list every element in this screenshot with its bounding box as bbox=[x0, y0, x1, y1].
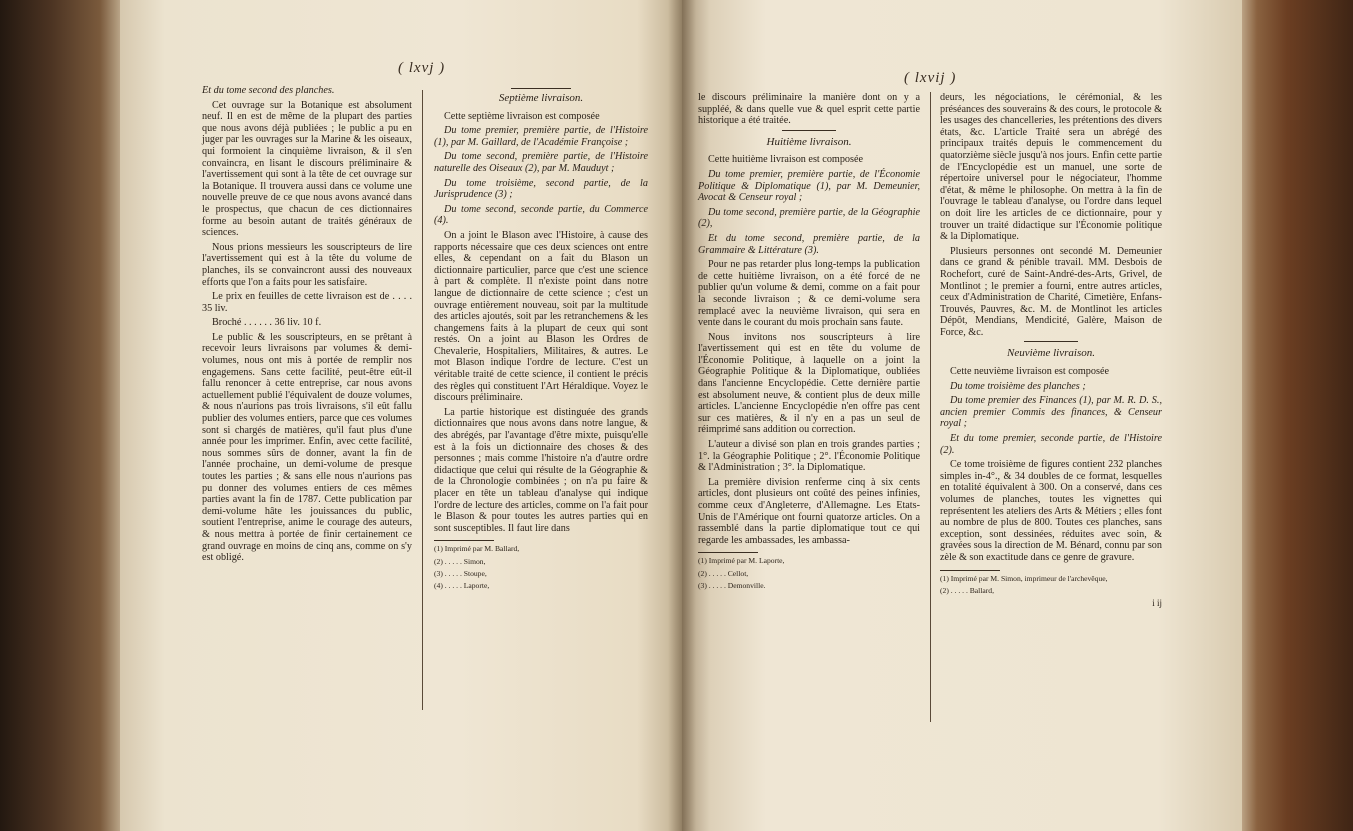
right-c1-rule bbox=[782, 130, 836, 131]
left-c2-p7: La partie historique est distinguée des grands dictionnaires que nous avons dans notre langue, & des abrégés, par l'avantage d'être mixte, puisqu'elle est à la fois un dictionnaire des choses & des personnes ; mais comme l'histoire n'a d'autre ordre didactique que celui qui résulte de la Géographie & de la Chronologie combinées ; on n'a pu faire & placer en tête un tableau d'analyse qui indique l'ordre de lecture des articles, comme on l'a fait pour le Blason & pour toutes les autres parties qui en sont susceptibles. Il faut lire dans bbox=[434, 406, 648, 534]
left-c2-footnote-3: (3) . . . . . Stoupe, bbox=[434, 568, 487, 578]
left-c2-footnote-rule bbox=[434, 540, 494, 541]
right-c1-p8: La première division renferme cinq à six cents articles, dont plusieurs ont coûté des peines infinies, comme ceux d'Angleterre, d'Allemagne. Les Etats-Unis de l'Amérique ont fourni quatorze articles. On a rassemblé dans la partie diplomatique tout ce qui regarde les ambassades, les ambassa- bbox=[698, 476, 920, 546]
right-folio: ( lxvij ) bbox=[904, 70, 957, 86]
left-col-2 bbox=[434, 88, 648, 593]
right-c1-heading: Huitième livraison. bbox=[766, 135, 852, 148]
right-c2-p5: Du tome premier des Finances (1), par M. R. D. S., ancien premier Commis des finances, & Censeur royal ; bbox=[940, 395, 1162, 430]
right-c1-p4: Et du tome second, première partie, de la Grammaire & Littérature (3). bbox=[698, 232, 920, 256]
left-c2-footnote-1: (1) Imprimé par M. Ballard, bbox=[434, 544, 520, 554]
left-c1-p5: Le public & les souscripteurs, en se prêtant à recevoir leurs livraisons par volumes & demi-volumes, nous ont mis à portée de remplir nos engagemens. Sans cette facilité, peut-être eût-il fallu renoncer à cette entreprise, car nous avons actuellement publié l'équivalent de douze volumes, & nous n'aurions pas trois livraisons, s'il eût fallu publier des volumes entiers, parce que ces volumes sont si chargés de matières, qu'il faut plus d'une année pour les imprimer. Enfin, avec cette facilité, nous sommes sûrs de donner, avant la fin de l'année prochaine, un demi-volume de presque toutes les parties ; & sans elle nous n'aurions pas pu donner des volumes entiers de ces mêmes parties avant la fin de 1787. Cette publication par demi-volume hâte les jouissances du public, soutient l'entreprise, anime le courage des auteurs, & nous mettra à portée de finir certainement ce grand ouvrage en moins de cinq ans, comme on s'y est obligé. bbox=[202, 331, 412, 564]
left-c2-rule bbox=[511, 88, 571, 89]
right-c2-rule bbox=[1024, 341, 1078, 342]
left-c2-footnote-2: (2) . . . . . Simon, bbox=[434, 556, 486, 566]
left-c1-p1: Cet ouvrage sur la Botanique est absolument neuf. Il en est de même de la plupart des parties que nous avons déjà publiées ; le public a pu en juger par les ouvrages sur la Marine & les oiseaux, qui formoient la cinquième livraison, & il s'en convaincra, en lisant le discours préliminaire & l'avertissement qui sont à la tête de cet ouvrage sur la Botanique. Il trouvera aussi dans ce volume une nouvelle preuve de ce que nous avons avancé dans le prospectus, que chacun de ces dictionnaires forme au besoin autant de traités généraux de sciences. bbox=[202, 99, 412, 239]
left-c1-p4: Broché . . . . . . 36 liv. 10 f. bbox=[212, 317, 322, 329]
right-c1-p3: Du tome second, première partie, de la Géographie (2), bbox=[698, 206, 920, 230]
left-c2-p2: Du tome premier, première partie, de l'Histoire (1), par M. Gaillard, de l'Académie Françoise ; bbox=[434, 125, 648, 148]
right-c2-p2: Plusieurs personnes ont secondé M. Demeunier dans ce grand & pénible travail. MM. Desbois de Rochefort, curé de Saint-André-des-Arts, Grivel, de Montlinot ; le premier a fourni, entre autres articles, ceux d'Administration de Charité, Cimetière, Enfans-Trouvés, Pauvres, &c. M. de Montlinot les articles Dépôt, Mendians, Mendicité, Galère, Maison de Force, &c. bbox=[940, 245, 1162, 338]
right-col-2 bbox=[940, 92, 1162, 610]
right-c1-footnote-1: (1) Imprimé par M. Laporte, bbox=[698, 556, 785, 566]
right-c1-footnote-rule bbox=[698, 552, 758, 553]
right-c1-footnote-3: (3) . . . . . Demonville. bbox=[698, 580, 766, 590]
right-c1-p5: Pour ne pas retarder plus long-temps la publication de cette huitième livraison, on a été forcé de ne publier qu'un volume & demi, comme on a fait pour la seconde livraison ; & ce demi-volume sera remplacé avec la neuvième livraison, qui sera en vente dans le courant du mois prochain sans faute. bbox=[698, 259, 920, 329]
left-folio: ( lxvj ) bbox=[398, 60, 446, 76]
right-col-1 bbox=[698, 92, 920, 593]
left-c2-p3: Du tome second, première partie, de l'Histoire naturelle des Oiseaux (2), par M. Mauduyt ; bbox=[434, 151, 648, 174]
right-column-divider bbox=[930, 92, 931, 722]
left-c1-heading: Et du tome second des planches. bbox=[202, 85, 335, 96]
right-c2-p3: Cette neuvième livraison est composée bbox=[950, 366, 1109, 378]
right-c1-p6: Nous invitons nos souscripteurs à lire l'avertissement qui est en tête du volume de l'Économie Politique, à laquelle on a joint la Géographie Politique & la Diplomatique, oubliées dans l'ancienne Encyclopédie. Cette dernière partie est absolument neuve, & contient plus de deux mille articles. L'ancienne Encyclopédie n'en offre pas cent sur ces matières, & il n'y en a pas un seul de réimprimé sans addition ou correction. bbox=[698, 331, 920, 436]
right-c2-p4: Du tome troisième des planches ; bbox=[950, 380, 1086, 392]
right-c2-footnote-2: (2) . . . . . Ballard, bbox=[940, 585, 994, 595]
signature-mark: i ij bbox=[1152, 597, 1162, 608]
right-c1-p7: L'auteur a divisé son plan en trois grandes parties ; 1°. la Géographie Politique ; 2°. l'Économie Politique & l'Administration ; 3°. la Diplomatique. bbox=[698, 439, 920, 474]
right-c1-p2: Du tome premier, première partie, de l'Économie Politique & Diplomatique (1), par M. Demeunier, Avocat & Censeur royal ; bbox=[698, 168, 920, 204]
left-c2-footnote-4: (4) . . . . . Laporte, bbox=[434, 580, 490, 590]
right-c1-p1: Cette huitième livraison est composée bbox=[708, 154, 864, 166]
left-c2-p6: On a joint le Blason avec l'Histoire, à cause des rapports nécessaire que ces deux sciences ont entre elles, & cependant on a fait du Blason un dictionnaire particulier, parce que c'est une science à part & complète. Il n'existe point dans notre langue de dictionnaire de cette science ; c'est un ouvrage entièrement nouveau, soit par la multitude des articles ajoutés, soit par les retranchemens & les changemens faits à la plupart de ceux qui sont restés. On a joint au Blason les Ordres de Chevalerie, Hospitaliers, Militaires, & autres. Le mot Blason indique l'ordre de lecture. C'est un véritable traité de cette science, il contient le précis des règles qui constituent l'Art Héraldique. Voyez le discours préliminaire. bbox=[434, 229, 648, 404]
left-page bbox=[120, 0, 682, 831]
left-c1-p2: Nous prions messieurs les souscripteurs de lire l'avertissement qui est à la tête du volume de planches, ils se convaincront aussi des nouveaux efforts que l'on a faits pour les satisfaire. bbox=[202, 241, 412, 288]
book-gutter-shadow bbox=[668, 0, 696, 831]
left-c2-heading: Septième livraison. bbox=[498, 92, 584, 104]
right-c2-p6: Et du tome premier, seconde partie, de l'Histoire (2). bbox=[940, 433, 1162, 456]
left-col-1 bbox=[202, 85, 412, 567]
right-c1-footnote-2: (2) . . . . . Cellot, bbox=[698, 568, 749, 578]
left-column-divider bbox=[422, 90, 423, 710]
left-c2-p5: Du tome second, seconde partie, du Commerce (4). bbox=[434, 203, 648, 227]
left-c2-p4: Du tome troisième, second partie, de la Jurisprudence (3) ; bbox=[434, 177, 648, 201]
right-c1-p0: le discours préliminaire la manière dont on y a suppléé, & dans quelle vue & quel esprit cette partie historique a été traitée. bbox=[698, 92, 920, 127]
left-c2-p1: Cette septième livraison est composée bbox=[444, 110, 600, 122]
right-c2-footnote-1: (1) Imprimé par M. Simon, imprimeur de l'archevêque, bbox=[940, 573, 1108, 583]
right-page bbox=[682, 0, 1242, 831]
right-c2-heading: Neuvième livraison. bbox=[1007, 347, 1095, 360]
right-c2-p1: deurs, les négociations, le cérémonial, & les préséances des souverains & des cours, le protocole & les usages des chancelleries, les prétentions des divers états, &c. L'article Traité sera un abrégé des principaux traités depuis le commencement du quatorzième siècle jusqu'à nos jours. Enfin cette partie de l'Encyclopédie est un manuel, une sorte de répertoire universel pour le négociateur, l'homme d'état, & même le philosophe. On mettra à la fin de l'ouvrage le tableau d'analyse, ou l'ordre dans lequel on doit lire les articles de ce dictionnaire, pour y trouver un traité didactique sur l'Économie politique & la Diplomatique. bbox=[940, 92, 1162, 243]
right-c2-footnote-rule bbox=[940, 570, 1000, 571]
right-cover-edge bbox=[1233, 0, 1353, 831]
left-cover-edge bbox=[0, 0, 125, 831]
right-c2-p7: Ce tome troisième de figures contient 232 planches simples in-4°., & 34 doubles de ce format, lesquelles en totalité équivalent à 300. On a conservé, dans ces volumes de planches, toutes les vignettes qui représentent les ateliers des Arts & Métiers ; elles font au nombre de plus de 800. Toutes ces planches, sans exception, sont dessinées, réduites avec soin, & gravées sous la direction de M. Bénard, connu par son zèle & son exactitude dans ce genre de gravure. bbox=[940, 459, 1162, 563]
left-c1-p3: Le prix en feuilles de cette livraison est de . . . . 35 liv. bbox=[202, 291, 412, 314]
